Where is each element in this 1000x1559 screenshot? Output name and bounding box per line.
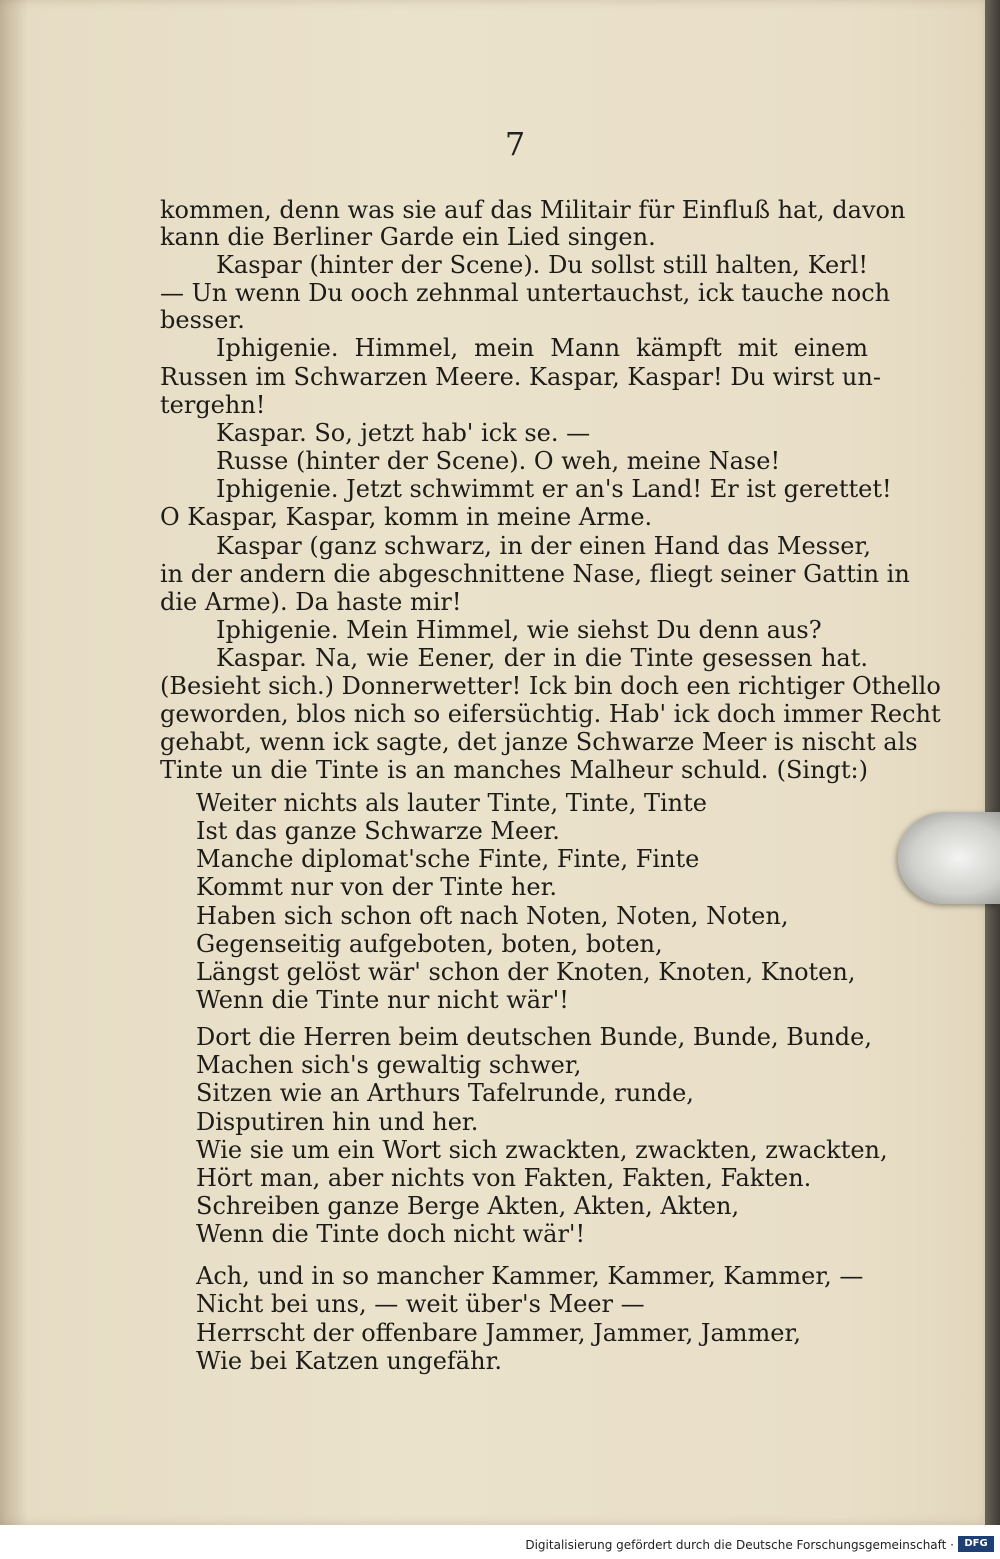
footer-bar xyxy=(0,1525,1000,1559)
prose-line: besser. xyxy=(160,306,245,334)
verse-line: Gegenseitig aufgeboten, boten, boten, xyxy=(196,930,663,958)
prose-line: tergehn! xyxy=(160,391,266,419)
prose-line: Russe (hinter der Scene). O weh, meine Nase! xyxy=(216,447,781,475)
book-cover-edge xyxy=(985,0,1000,1525)
verse-line: Haben sich schon oft nach Noten, Noten, Noten, xyxy=(196,902,789,930)
verse-line: Wie sie um ein Wort sich zwackten, zwackten, zwackten, xyxy=(196,1136,888,1164)
prose-line: — Un wenn Du ooch zehnmal untertauchst, ick tauche noch xyxy=(160,279,891,307)
verse-line: Sitzen wie an Arthurs Tafelrunde, runde, xyxy=(196,1079,694,1107)
verse-line: Längst gelöst wär' schon der Knoten, Knoten, Knoten, xyxy=(196,958,856,986)
prose-line: die Arme). Da haste mir! xyxy=(160,588,462,616)
page-clip xyxy=(898,812,1000,904)
prose-line: Iphigenie. Himmel, mein Mann kämpft mit einem xyxy=(216,334,868,362)
verse-line: Nicht bei uns, — weit über's Meer — xyxy=(196,1290,645,1318)
verse-line: Hört man, aber nichts von Fakten, Fakten, Fakten. xyxy=(196,1164,812,1192)
prose-line: kann die Berliner Garde ein Lied singen. xyxy=(160,223,656,251)
verse-line: Kommt nur von der Tinte her. xyxy=(196,873,558,901)
verse-line: Wenn die Tinte nur nicht wär'! xyxy=(196,986,569,1014)
prose-line: Kaspar. So, jetzt hab' ick se. — xyxy=(216,419,591,447)
verse-line: Dort die Herren beim deutschen Bunde, Bunde, Bunde, xyxy=(196,1023,872,1051)
prose-line: in der andern die abgeschnittene Nase, fliegt seiner Gattin in xyxy=(160,560,910,588)
verse-line: Weiter nichts als lauter Tinte, Tinte, Tinte xyxy=(196,789,707,817)
prose-line: Kaspar. Na, wie Eener, der in die Tinte gesessen hat. xyxy=(216,644,868,672)
verse-line: Schreiben ganze Berge Akten, Akten, Akten, xyxy=(196,1192,740,1220)
verse-line: Wie bei Katzen ungefähr. xyxy=(196,1347,503,1375)
verse-line: Wenn die Tinte doch nicht wär'! xyxy=(196,1220,586,1248)
verse-line: Ist das ganze Schwarze Meer. xyxy=(196,817,560,845)
prose-line: kommen, denn was sie auf das Militair für Einfluß hat, davon xyxy=(160,196,906,224)
prose-line: gehabt, wenn ick sagte, det janze Schwarze Meer is nischt als xyxy=(160,728,918,756)
prose-line: Russen im Schwarzen Meere. Kaspar, Kaspar! Du wirst un- xyxy=(160,363,881,391)
prose-line: Kaspar (hinter der Scene). Du sollst still halten, Kerl! xyxy=(216,251,868,279)
prose-line: O Kaspar, Kaspar, komm in meine Arme. xyxy=(160,503,653,531)
prose-line: Tinte un die Tinte is an manches Malheur schuld. (Singt:) xyxy=(160,756,868,784)
verse-line: Disputiren hin und her. xyxy=(196,1108,479,1136)
prose-line: Iphigenie. Jetzt schwimmt er an's Land! Er ist gerettet! xyxy=(216,475,892,503)
verse-line: Manche diplomat'sche Finte, Finte, Finte xyxy=(196,845,700,873)
spine-shadow xyxy=(0,0,28,1525)
funding-notice: Digitalisierung gefördert durch die Deutsche Forschungsgemeinschaft · xyxy=(525,1538,954,1552)
verse-line: Herrscht der offenbare Jammer, Jammer, Jammer, xyxy=(196,1319,801,1347)
verse-line: Ach, und in so mancher Kammer, Kammer, Kammer, — xyxy=(196,1262,864,1290)
verse-line: Machen sich's gewaltig schwer, xyxy=(196,1051,582,1079)
prose-line: Kaspar (ganz schwarz, in der einen Hand das Messer, xyxy=(216,532,871,560)
prose-line: geworden, blos nich so eifersüchtig. Hab' ick doch immer Recht xyxy=(160,700,941,728)
page-number: 7 xyxy=(504,125,526,163)
dfg-logo: DFG xyxy=(958,1536,994,1552)
prose-line: Iphigenie. Mein Himmel, wie siehst Du denn aus? xyxy=(216,616,822,644)
prose-line: (Besieht sich.) Donnerwetter! Ick bin doch een richtiger Othello xyxy=(160,672,941,700)
